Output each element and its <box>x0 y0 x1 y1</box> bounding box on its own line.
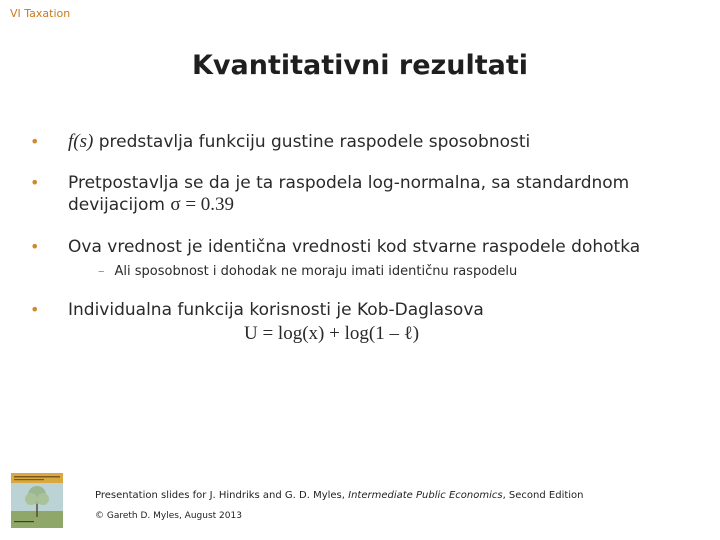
utility-equation: U = log(x) + log(1 – ℓ) <box>244 323 420 344</box>
footer-copyright: © Gareth D. Myles, August 2013 <box>95 511 242 521</box>
sub-bullet-dash: – <box>98 264 105 279</box>
footer-citation-suffix: , Second Edition <box>502 490 584 501</box>
sub-bullet <box>98 264 517 279</box>
bullet-1 <box>30 131 688 153</box>
bullet-dot: • <box>30 237 40 256</box>
slide-title: Kvantitativni rezultati <box>192 50 528 81</box>
footer-citation <box>95 490 584 501</box>
bullet-3 <box>30 236 688 258</box>
footer-citation-prefix: Presentation slides for J. Hindriks and G. D. Myles, <box>95 490 349 501</box>
bullet-text: predstavlja funkciju gustine raspodele sposobnosti <box>93 132 531 152</box>
bullet-text: Individualna funkcija korisnosti je Kob-Daglasova <box>68 300 484 320</box>
book-cover-image <box>11 473 63 528</box>
bullet-text: Ova vrednost je identična vrednosti kod stvarne raspodele dohotka <box>68 237 641 257</box>
section-label: VI Taxation <box>10 7 71 20</box>
bullet-dot: • <box>30 132 40 151</box>
density-function-symbol: f(s) <box>68 131 94 152</box>
footer-book-title: Intermediate Public Economics <box>348 490 503 501</box>
bullet-text-line2: devijacijom <box>68 195 171 215</box>
bullet-dot: • <box>30 300 40 319</box>
sub-bullet-text: Ali sposobnost i dohodak ne moraju imati identičnu raspodelu <box>114 264 518 279</box>
sigma-value: σ = 0.39 <box>170 194 235 215</box>
bullet-4 <box>30 299 688 345</box>
bullet-text-line1: Pretpostavlja se da je ta raspodela log-normalna, sa standardnom <box>68 173 630 193</box>
bullet-2 <box>30 172 688 216</box>
bullet-dot: • <box>30 173 40 192</box>
